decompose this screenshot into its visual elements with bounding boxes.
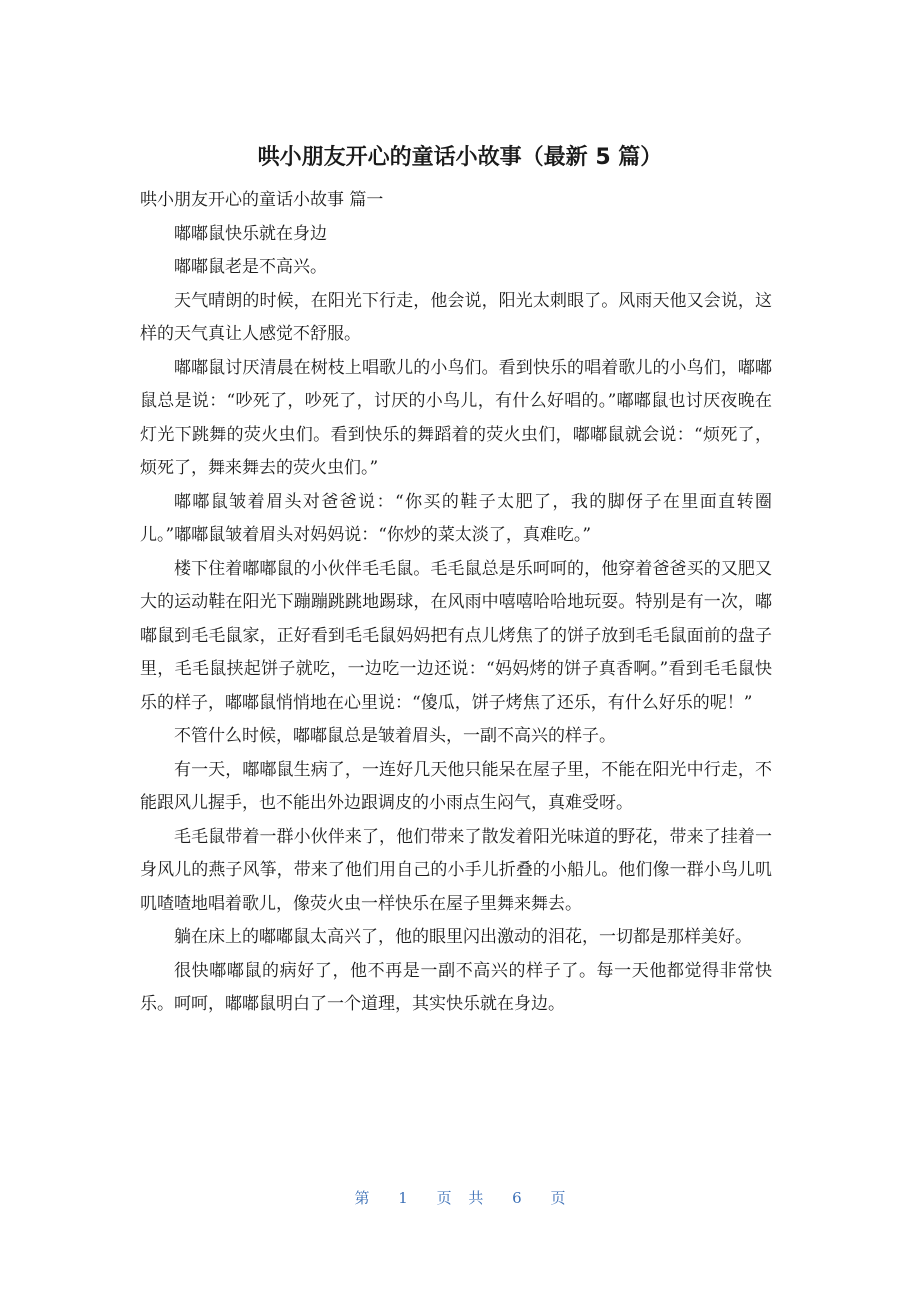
paragraph: 楼下住着嘟嘟鼠的小伙伴毛毛鼠。毛毛鼠总是乐呵呵的，他穿着爸爸买的又肥又大的运动鞋在阳光下蹦蹦跳跳地踢球，在风雨中嘻嘻哈哈地玩耍。特别是有一次，嘟嘟鼠到毛毛鼠家，正好看到毛毛鼠妈妈把有点儿烤焦了的饼子放到毛毛鼠面前的盘子里，毛毛鼠挟起饼子就吃，一边吃一边还说：“妈妈烤的饼子真香啊。”看到毛毛鼠快乐的样子，嘟嘟鼠悄悄地在心里说：“傻瓜，饼子烤焦了还乐，有什么好乐的呢！”: [140, 558, 772, 713]
document-title: 哄小朋友开心的童话小故事（最新 5 篇）: [257, 145, 663, 170]
paragraph: 天气晴朗的时候，在阳光下行走，他会说，阳光太刺眼了。风雨天他又会说，这样的天气真让人感觉不舒服。: [140, 290, 772, 344]
paragraph: 有一天，嘟嘟鼠生病了，一连好几天他只能呆在屋子里，不能在阳光中行走，不能跟风儿握手，也不能出外边跟调皮的小雨点生闷气，真难受呀。: [140, 759, 772, 813]
document-body: [140, 184, 772, 1022]
footer-suffix: 页: [550, 1189, 566, 1207]
paragraph: 不管什么时候，嘟嘟鼠总是皱着眉头，一副不高兴的样子。: [174, 726, 616, 746]
section-heading: 哄小朋友开心的童话小故事 篇一: [140, 190, 384, 210]
paragraph: 毛毛鼠带着一群小伙伴来了，他们带来了散发着阳光味道的野花，带来了挂着一身风儿的燕子风筝，带来了他们用自己的小手儿折叠的小船儿。他们像一群小鸟儿叽叽喳喳地唱着歌儿，像荧火虫一样快乐在屋子里舞来舞去。: [140, 826, 772, 914]
footer-prefix: 第: [354, 1189, 370, 1207]
footer-page-number: 1: [398, 1189, 408, 1207]
story-subtitle: 嘟嘟鼠快乐就在身边: [174, 223, 327, 244]
paragraph: 嘟嘟鼠讨厌清晨在树枝上唱歌儿的小鸟们。看到快乐的唱着歌儿的小鸟们，嘟嘟鼠总是说：“吵死了，吵死了，讨厌的小鸟儿，有什么好唱的。”嘟嘟鼠也讨厌夜晚在灯光下跳舞的荧火虫们。看到快乐的舞蹈着的荧火虫们，嘟嘟鼠就会说：“烦死了，烦死了，舞来舞去的荧火虫们。”: [140, 357, 772, 478]
paragraph: 嘟嘟鼠老是不高兴。: [174, 257, 327, 277]
footer-middle: 页 共: [436, 1189, 484, 1207]
paragraph: 嘟嘟鼠皱着眉头对爸爸说：“你买的鞋子太肥了，我的脚伢子在里面直转圈儿。”嘟嘟鼠皱着眉头对妈妈说：“你炒的菜太淡了，真难吃。”: [140, 491, 772, 545]
paragraph: 躺在床上的嘟嘟鼠太高兴了，他的眼里闪出激动的泪花，一切都是那样美好。: [174, 927, 752, 947]
footer-total-pages: 6: [512, 1189, 522, 1207]
paragraph: 很快嘟嘟鼠的病好了，他不再是一副不高兴的样子了。每一天他都觉得非常快乐。呵呵，嘟嘟鼠明白了一个道理，其实快乐就在身边。: [140, 960, 772, 1014]
page-footer: [0, 1186, 920, 1210]
